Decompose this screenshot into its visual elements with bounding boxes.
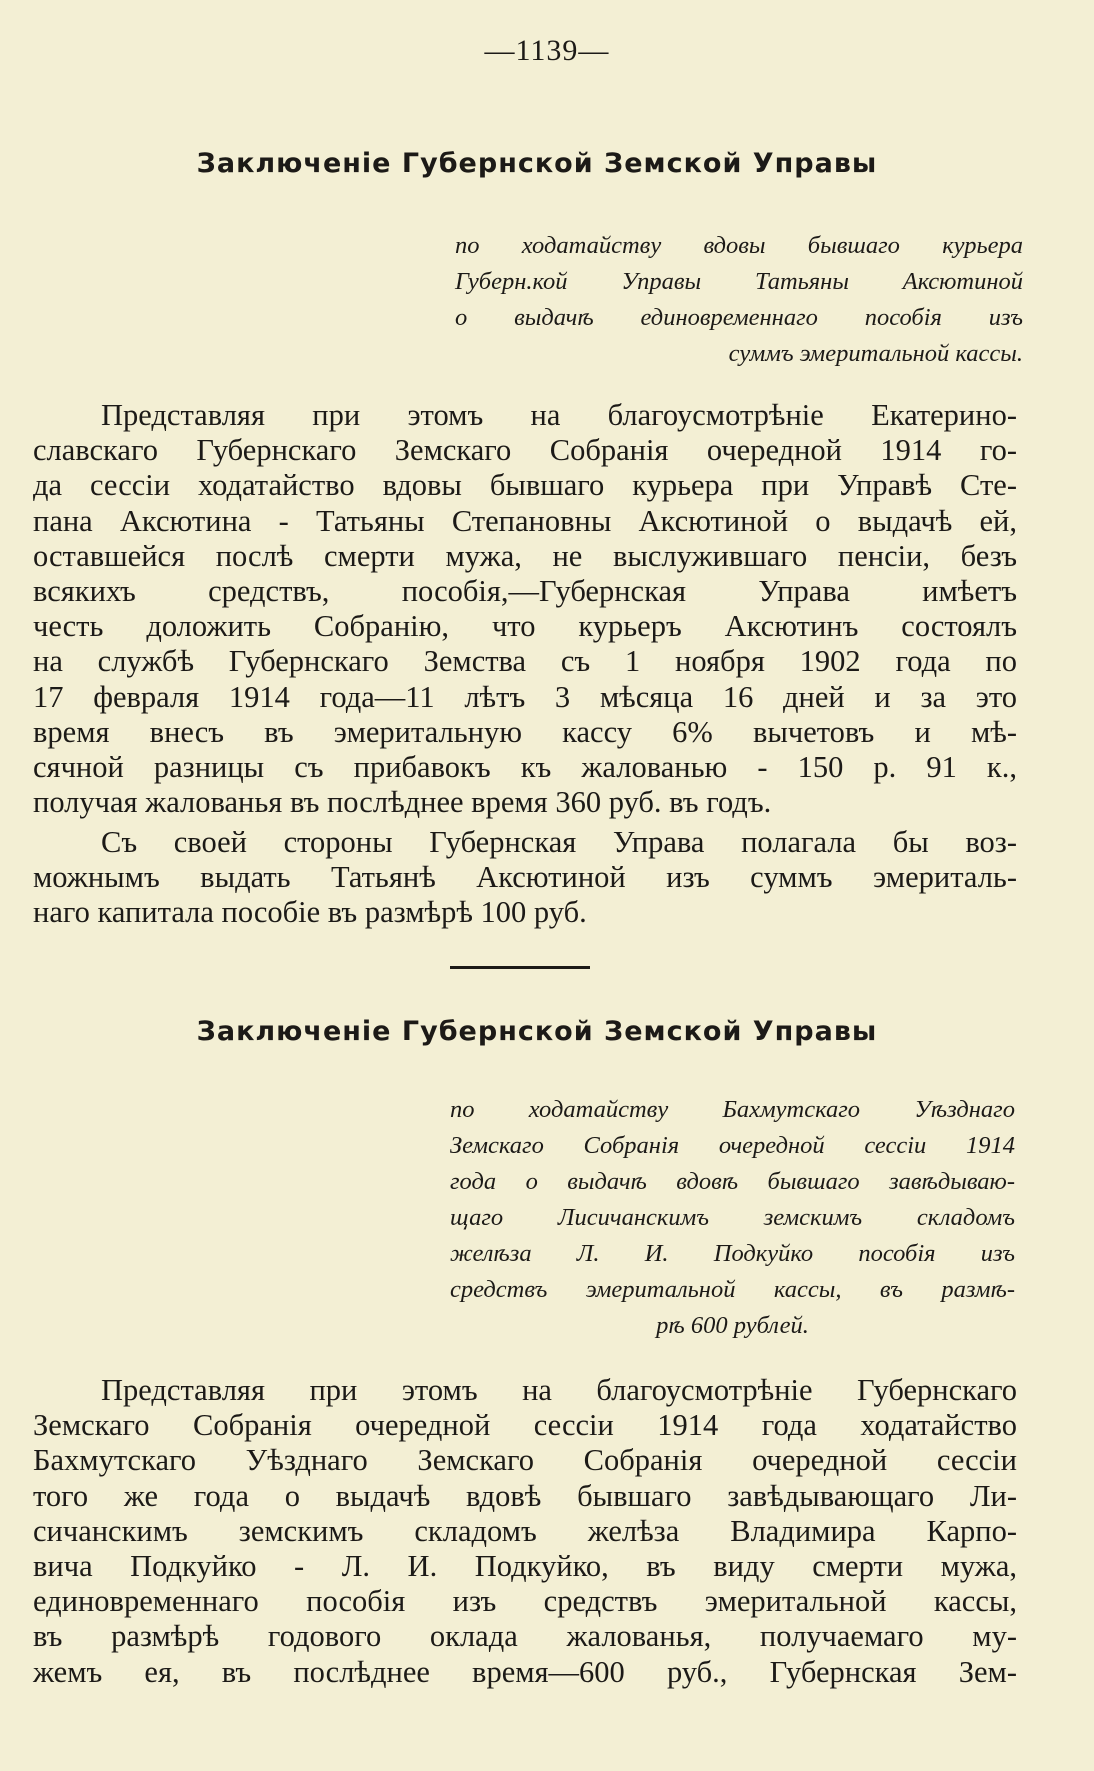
text-line: да сессiи ходатайство вдовы бывшаго курьера при Управѣ Сте- <box>33 468 1017 503</box>
text-line: славскаго Губернскаго Земскаго Собранiя очередной 1914 го- <box>33 433 1017 468</box>
text-line: того же года о выдачѣ вдовѣ бывшаго завѣдывающаго Ли- <box>33 1478 1017 1513</box>
page-number: —1139— <box>484 34 610 67</box>
section1-heading: Заключенiе Губернской Земской Управы <box>196 148 878 179</box>
text-line: жемъ ея, въ послѣднее время—600 руб., Губернская Зем- <box>33 1654 1017 1689</box>
text-line: на службѣ Губернскаго Земства съ 1 ноября 1902 года по <box>33 644 1017 679</box>
subtitle-line: рѣ 600 рублей. <box>656 1312 809 1339</box>
subtitle-line: щаго Лисичанскимъ земскимъ складомъ <box>450 1204 1015 1231</box>
text-line: сичанскимъ земскимъ складомъ желѣза Владимира Карпо- <box>33 1513 1017 1548</box>
text-line: единовременнаго пособiя изъ средствъ эмеритальной кассы, <box>33 1584 1017 1619</box>
section2-heading: Заключенiе Губернской Земской Управы <box>196 1016 878 1047</box>
text-line: Съ своей стороны Губернская Управа полагала бы воз- <box>101 825 1017 859</box>
section1-paragraph1 <box>33 398 1017 820</box>
subtitle-line: Земскаго Собранiя очередной сессiи 1914 <box>450 1132 1015 1159</box>
subtitle-line: желѣза Л. И. Подкуйко пособiя изъ <box>450 1240 1015 1267</box>
text-line: 17 февраля 1914 года—11 лѣтъ 3 мѣсяца 16 дней и за это <box>33 679 1017 714</box>
section1-subtitle <box>455 228 1023 372</box>
text-line: наго капитала пособiе въ размѣрѣ 100 руб. <box>33 895 587 930</box>
section2-subtitle <box>450 1092 1015 1344</box>
text-line: оставшейся послѣ смерти мужа, не выслужившаго пенсiи, безъ <box>33 538 1017 573</box>
text-line: Представляя при этомъ на благоусмотрѣнiе Губернскаго <box>101 1373 1017 1407</box>
subtitle-line: года о выдачѣ вдовѣ бывшаго завѣдываю- <box>450 1168 1015 1195</box>
text-line: вича Подкуйко - Л. И. Подкуйко, въ виду смерти мужа, <box>33 1549 1017 1584</box>
text-line: всякихъ средствъ, пособiя,—Губернская Управа имѣетъ <box>33 574 1017 609</box>
text-line: сячной разницы съ прибавокъ къ жалованью - 150 р. 91 к., <box>33 750 1017 785</box>
subtitle-line: средствъ эмеритальной кассы, въ размѣ- <box>450 1276 1015 1303</box>
text-line: время внесъ въ эмеритальную кассу 6% вычетовъ и мѣ- <box>33 714 1017 749</box>
subtitle-line: о выдачѣ единовременнаго пособiя изъ <box>455 304 1023 331</box>
text-line: пана Аксютина - Татьяны Степановны Аксютиной о выдачѣ ей, <box>33 503 1017 538</box>
subtitle-line: Губерн.кой Управы Татьяны Аксютиной <box>455 268 1023 295</box>
text-line: можнымъ выдать Татьянѣ Аксютиной изъ суммъ эмериталь- <box>33 860 1017 895</box>
subtitle-line: по ходатайству вдовы бывшаго курьера <box>455 232 1023 259</box>
text-line: Бахмутскаго Уѣзднаго Земскаго Собранiя очередной сессiи <box>33 1443 1017 1478</box>
section-divider <box>450 966 590 969</box>
text-line: Земскаго Собранiя очередной сессiи 1914 года ходатайство <box>33 1408 1017 1443</box>
text-line: Представляя при этомъ на благоусмотрѣнiе Екатерино- <box>101 398 1017 432</box>
subtitle-line: по ходатайству Бахмутскаго Уѣзднаго <box>450 1096 1015 1123</box>
text-line: честь доложить Собранiю, что курьеръ Аксютинъ состоялъ <box>33 609 1017 644</box>
section1-paragraph2 <box>33 825 1017 931</box>
subtitle-line: суммъ эмеритальной кассы. <box>728 340 1023 367</box>
section2-paragraph1 <box>33 1373 1017 1690</box>
text-line: получая жалованья въ послѣднее время 360 руб. въ годъ. <box>33 785 772 820</box>
text-line: въ размѣрѣ годового оклада жалованья, получаемаго му- <box>33 1619 1017 1654</box>
